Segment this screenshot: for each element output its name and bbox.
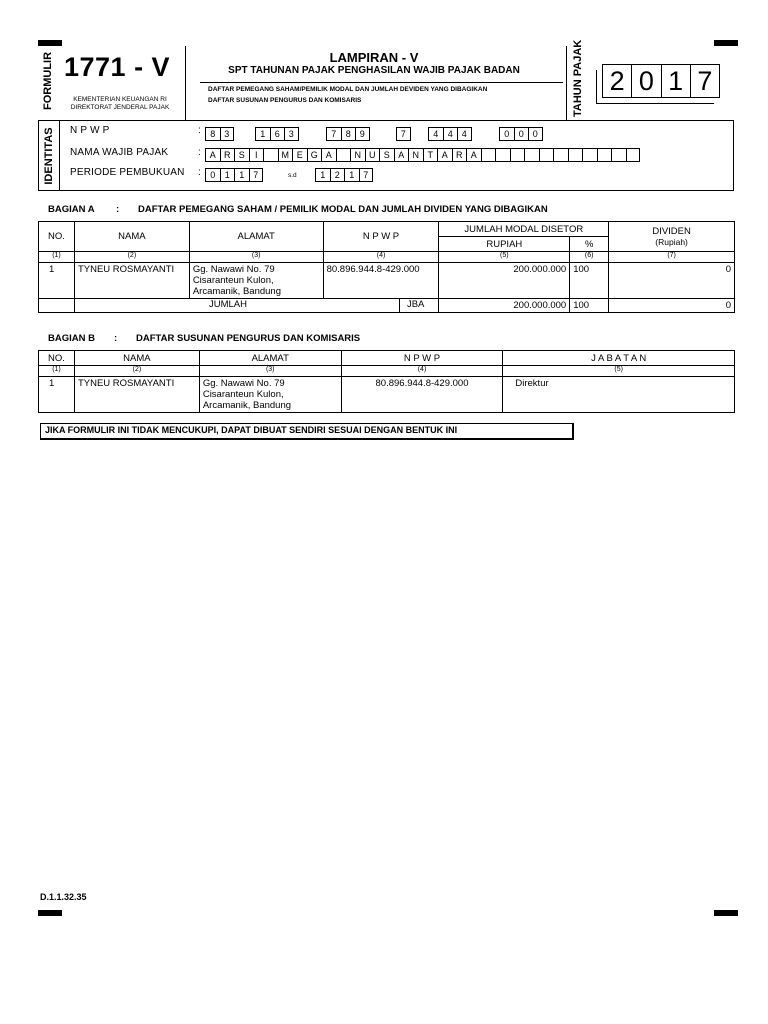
periode-digit[interactable]: 7: [249, 168, 264, 182]
npwp-group-4[interactable]: [396, 127, 411, 141]
row-alamat: [189, 263, 323, 299]
year-box: [602, 64, 720, 98]
npwp-digit[interactable]: 7: [396, 127, 411, 141]
nama-char-cell[interactable]: S: [379, 148, 394, 162]
periode-pembukuan-label: PERIODE PEMBUKUAN: [70, 167, 185, 178]
npwp-digit[interactable]: 3: [284, 127, 299, 141]
periode-digit[interactable]: 0: [205, 168, 220, 182]
row-jabatan: Direktur: [503, 377, 735, 413]
nama-char-cell[interactable]: G: [307, 148, 322, 162]
nama-wajib-pajak-field[interactable]: [205, 148, 640, 162]
identitas-label: IDENTITAS: [43, 127, 55, 185]
nama-char-cell[interactable]: [263, 148, 278, 162]
row-npwp: 80.896.944.8-429.000: [323, 263, 439, 299]
nama-char-cell[interactable]: M: [278, 148, 293, 162]
npwp-digit[interactable]: 4: [443, 127, 458, 141]
nama-colon: :: [198, 147, 201, 158]
col-header-jabatan: J A B A T A N: [503, 351, 735, 366]
npwp-colon: :: [198, 125, 201, 136]
year-digit: 7: [697, 66, 713, 96]
lampiran-title: LAMPIRAN - V: [329, 50, 419, 65]
npwp-group-2[interactable]: [255, 127, 299, 141]
bagian-a-title: DAFTAR PEMEGANG SAHAM / PEMILIK MODAL DAN JUMLAH DIVIDEN YANG DIBAGIKAN: [138, 204, 548, 215]
ministry-line-1: KEMENTERIAN KEUANGAN RI: [73, 96, 167, 103]
bagian-b-label: BAGIAN B: [48, 333, 95, 344]
spt-title: SPT TAHUNAN PAJAK PENGHASILAN WAJIB PAJAK BADAN: [228, 65, 520, 76]
col-number: (5): [503, 366, 735, 377]
nama-char-cell[interactable]: S: [234, 148, 249, 162]
bagian-b-colon: :: [114, 333, 118, 344]
alamat-line: Cisaranteun Kulon,: [192, 275, 274, 286]
row-npwp: 80.896.944.8-429.000: [341, 377, 503, 413]
nama-char-cell[interactable]: N: [350, 148, 365, 162]
periode-digit[interactable]: 1: [220, 168, 235, 182]
alamat-line: Arcamanik, Bandung: [192, 286, 282, 297]
nama-char-cell[interactable]: A: [437, 148, 452, 162]
nama-char-cell[interactable]: [582, 148, 597, 162]
col-number: (1): [39, 252, 75, 263]
col-number: (4): [341, 366, 503, 377]
total-empty: [39, 299, 75, 313]
header-underline: [200, 82, 563, 83]
nama-char-cell[interactable]: E: [292, 148, 307, 162]
subtitle-pengurus: DAFTAR SUSUNAN PENGURUS DAN KOMISARIS: [208, 97, 362, 104]
ministry-line-2: DIREKTORAT JENDERAL PAJAK: [70, 104, 170, 111]
alamat-line: Gg. Nawawi No. 79: [192, 264, 275, 275]
col-header-nama: NAMA: [74, 222, 189, 252]
npwp-group-5[interactable]: [428, 127, 472, 141]
col-header-nama: NAMA: [74, 351, 199, 366]
total-code-divider: [399, 298, 400, 313]
corner-marker-bottom-left: [38, 910, 62, 916]
row-rupiah: 200.000.000: [439, 263, 570, 299]
document-code: D.1.1.32.35: [40, 892, 87, 902]
tahun-pajak-label: TAHUN PAJAK: [572, 39, 584, 117]
col-header-npwp: N P W P: [323, 222, 439, 252]
col-number: (3): [199, 366, 341, 377]
npwp-digit[interactable]: 8: [205, 127, 220, 141]
nama-wajib-pajak-label: NAMA WAJIB PAJAK: [70, 147, 169, 158]
npwp-digit[interactable]: 4: [457, 127, 472, 141]
row-dividen: 0: [609, 263, 735, 299]
row-persen: 100: [570, 263, 609, 299]
periode-digit[interactable]: 1: [315, 168, 330, 182]
nama-char-cell[interactable]: R: [220, 148, 235, 162]
periode-sd-label: s.d: [288, 172, 297, 179]
periode-digit[interactable]: 7: [359, 168, 374, 182]
npwp-digit[interactable]: 9: [355, 127, 370, 141]
col-number: (5): [439, 252, 570, 263]
nama-char-cell[interactable]: R: [452, 148, 467, 162]
bagian-a-table: [38, 221, 735, 313]
periode-digit[interactable]: 1: [234, 168, 249, 182]
col-number: (7): [609, 252, 735, 263]
col-header-alamat: ALAMAT: [189, 222, 323, 252]
bagian-a-colon: :: [116, 204, 120, 215]
row-nama: TYNEU ROSMAYANTI: [74, 263, 189, 299]
npwp-digit[interactable]: 4: [428, 127, 443, 141]
table-row: [39, 377, 735, 413]
nama-char-cell[interactable]: [524, 148, 539, 162]
nama-char-cell[interactable]: [495, 148, 510, 162]
npwp-digit[interactable]: 6: [270, 127, 285, 141]
total-label: JUMLAH: [208, 299, 247, 310]
form-note: JIKA FORMULIR INI TIDAK MENCUKUPI, DAPAT DIBUAT SENDIRI SESUAI DENGAN BENTUK INI: [40, 423, 574, 440]
npwp-digit[interactable]: 7: [326, 127, 341, 141]
nama-char-cell[interactable]: [481, 148, 496, 162]
npwp-digit[interactable]: 1: [255, 127, 270, 141]
npwp-group-6[interactable]: [499, 127, 543, 141]
col-number: (4): [323, 252, 439, 263]
col-header-persen: %: [570, 237, 609, 252]
nama-char-cell[interactable]: [597, 148, 612, 162]
nama-char-cell[interactable]: A: [321, 148, 336, 162]
col-number: (1): [39, 366, 75, 377]
nama-char-cell[interactable]: I: [249, 148, 264, 162]
form-number: 1771 - V: [64, 52, 171, 82]
corner-marker-bottom-right: [714, 910, 738, 916]
col-header-alamat: ALAMAT: [199, 351, 341, 366]
dividen-label: DIVIDEN: [652, 226, 691, 237]
npwp-group-1[interactable]: [205, 127, 234, 141]
periode-colon: :: [198, 167, 201, 178]
year-digit: 2: [603, 65, 632, 97]
col-header-dividen: [609, 222, 735, 252]
periode-end-field[interactable]: [315, 168, 373, 182]
formulir-label: FORMULIR: [42, 51, 54, 110]
nama-char-cell[interactable]: [568, 148, 583, 162]
nama-char-cell[interactable]: [510, 148, 525, 162]
col-header-npwp: N P W P: [341, 351, 503, 366]
col-number: (2): [74, 366, 199, 377]
npwp-digit[interactable]: 8: [341, 127, 356, 141]
row-nama: TYNEU ROSMAYANTI: [74, 377, 199, 413]
col-number: (6): [570, 252, 609, 263]
ministry-block: [56, 96, 184, 112]
nama-char-cell[interactable]: [626, 148, 641, 162]
dividen-unit: (Rupiah): [655, 237, 688, 247]
col-header-jumlah-modal: JUMLAH MODAL DISETOR: [439, 222, 609, 237]
col-header-no: NO.: [39, 351, 75, 366]
col-number: (2): [74, 252, 189, 263]
nama-char-cell[interactable]: [539, 148, 554, 162]
total-persen: 100: [570, 299, 609, 313]
corner-marker-top-left: [38, 40, 62, 46]
row-no: 1: [39, 377, 75, 413]
year-digit: 1: [662, 65, 691, 97]
total-dividen: 0: [609, 299, 735, 313]
nama-char-cell[interactable]: [553, 148, 568, 162]
nama-char-cell[interactable]: U: [365, 148, 380, 162]
row-no: 1: [39, 263, 75, 299]
nama-char-cell[interactable]: T: [423, 148, 438, 162]
nama-char-cell[interactable]: A: [205, 148, 220, 162]
nama-char-cell[interactable]: A: [466, 148, 481, 162]
total-rupiah: 200.000.000: [439, 299, 570, 313]
nama-char-cell[interactable]: [611, 148, 626, 162]
npwp-group-3[interactable]: [326, 127, 370, 141]
table-row: [39, 263, 735, 299]
row-alamat: [199, 377, 341, 413]
bagian-b-title: DAFTAR SUSUNAN PENGURUS DAN KOMISARIS: [136, 333, 361, 344]
total-label-cell: [74, 299, 438, 313]
year-digit: 0: [632, 65, 661, 97]
alamat-line: Cisaranteun Kulon,: [202, 389, 284, 400]
nama-char-cell[interactable]: A: [394, 148, 409, 162]
periode-digit[interactable]: 2: [330, 168, 345, 182]
periode-start-field[interactable]: [205, 168, 263, 182]
npwp-label: N P W P: [70, 125, 110, 136]
alamat-line: Gg. Nawawi No. 79: [202, 378, 285, 389]
periode-digit[interactable]: 1: [344, 168, 359, 182]
npwp-digit[interactable]: 3: [220, 127, 235, 141]
header-divider-right: [566, 46, 567, 120]
corner-marker-top-right: [714, 40, 738, 46]
alamat-line: Arcamanik, Bandung: [202, 400, 292, 411]
total-row: [39, 299, 735, 313]
col-header-no: NO.: [39, 222, 75, 252]
bagian-a-label: BAGIAN A: [48, 204, 95, 215]
subtitle-pemegang-saham: DAFTAR PEMEGANG SAHAM/PEMILIK MODAL DAN JUMLAH DEVIDEN YANG DIBAGIKAN: [208, 86, 488, 93]
npwp-digit[interactable]: 0: [499, 127, 514, 141]
nama-char-cell[interactable]: N: [408, 148, 423, 162]
total-code: JBA: [406, 299, 425, 310]
npwp-digit[interactable]: 0: [528, 127, 543, 141]
col-number: (3): [189, 252, 323, 263]
npwp-digit[interactable]: 0: [514, 127, 529, 141]
bagian-b-table: [38, 350, 735, 413]
col-header-rupiah: RUPIAH: [439, 237, 570, 252]
nama-char-cell[interactable]: [336, 148, 351, 162]
